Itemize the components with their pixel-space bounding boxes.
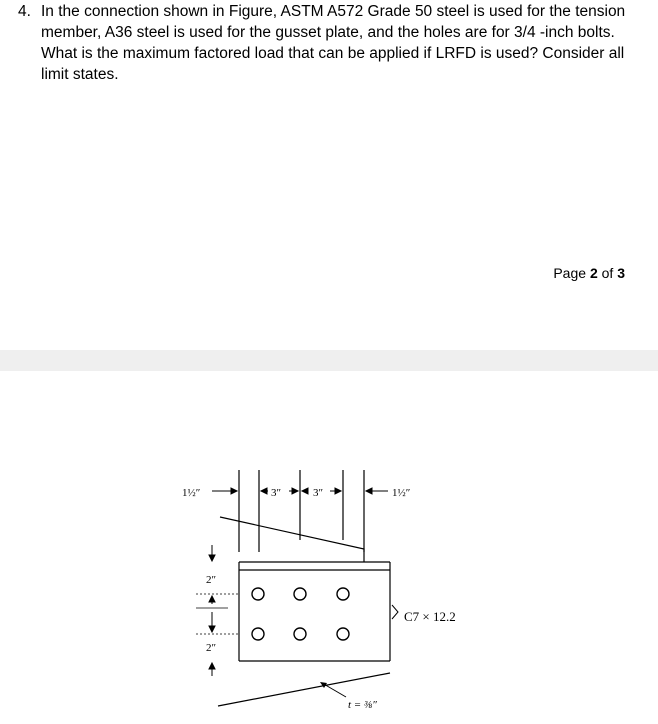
page-indicator (553, 265, 625, 281)
dim-pitch-1: 3″ (271, 487, 282, 499)
dim-pitch-2: 3″ (313, 487, 324, 499)
page-current: 2 (589, 265, 598, 281)
bolt-hole (252, 628, 264, 640)
dim-arrows-vertical (196, 545, 228, 676)
page-total: 3 (617, 265, 625, 281)
dim-end-distance-right: 1½″ (392, 487, 411, 499)
thickness-label: t = ⅜″ (348, 699, 377, 711)
question-block (18, 1, 638, 85)
dim-gage-top: 2″ (206, 574, 217, 586)
bolt-hole (294, 628, 306, 640)
bolt-hole (252, 588, 264, 600)
member-label: C7 × 12.2 (404, 609, 456, 624)
page-separator (0, 350, 658, 371)
page-prefix: Page (553, 265, 590, 281)
bolt-hole (294, 588, 306, 600)
bolt-holes (252, 588, 349, 640)
page-middle: of (597, 265, 618, 281)
bolt-hole (337, 628, 349, 640)
question-text: In the connection shown in Figure, ASTM A572 Grade 50 steel is used for the tension member, A36 steel is used for the gusset plate, and the holes are for 3/4 -inch bolts. What is the maximum factored load that can be applied if LRFD is used? Consider all limit states. (41, 3, 626, 83)
dim-end-distance-left: 1½″ (182, 487, 201, 499)
connection-figure (0, 371, 658, 724)
dim-gage-bottom: 2″ (206, 642, 217, 654)
member-leader (392, 605, 398, 619)
bolt-hole (337, 588, 349, 600)
question-number: 4. (18, 3, 31, 20)
